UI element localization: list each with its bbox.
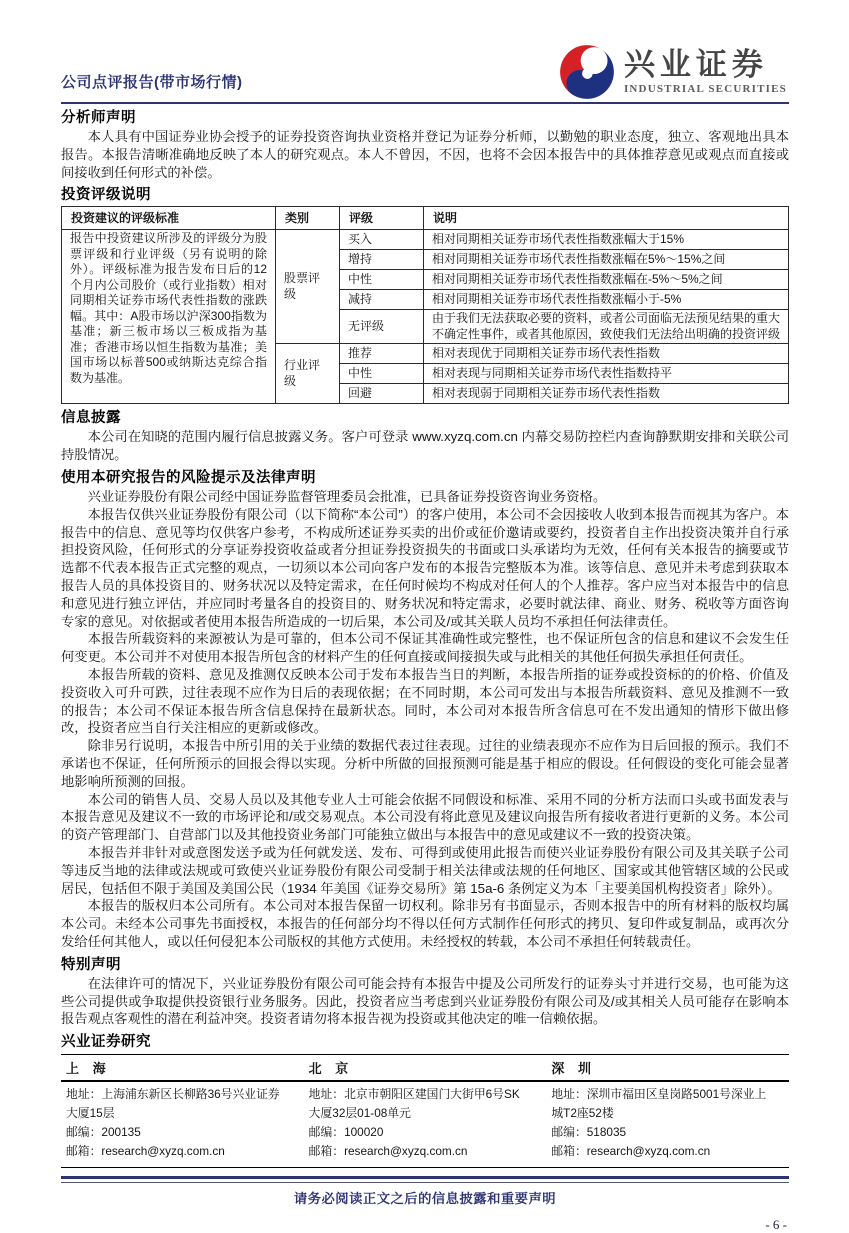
logo-wordmark	[624, 49, 787, 95]
legal-paragraph: 本报告所载的资料、意见及推测仅反映本公司于发布本报告当日的判断，本报告所指的证券或投资标的的价格、价值及投资收入可升可跌，过往表现不应作为日后的表现依据；在不同时期，本公司可发出与本报告所载资料、意见及推测不一致的报告；本公司不保证本报告所含信息保持在最新状态。同时，本公司对本报告所含信息可在不发出通知的情形下做出修改，投资者应当自行关注相应的更新或修改。	[61, 666, 789, 736]
special-statement-body: 在法律许可的情况下，兴业证券股份有限公司可能会持有本报告中提及公司所发行的证券头寸并进行交易，也可能为这些公司提供或争取提供投资银行业务服务。因此，投资者应当考虑到兴业证券股份有限公司及/或其相关人员可能存在影响本报告观点客观性的潜在利益冲突。投资者请勿将本报告视为投资或其他决定的唯一信赖依据。	[61, 975, 789, 1027]
rating-label: 买入	[340, 230, 424, 250]
rating-label: 无评级	[340, 310, 424, 344]
page-number: - 6 -	[765, 1217, 787, 1233]
rating-desc: 相对同期相关证券市场代表性指数涨幅在-5%～5%之间	[424, 270, 789, 290]
legal-paragraph: 兴业证券股份有限公司经中国证券监督管理委员会批准，已具备证券投资咨询业务资格。	[87, 488, 607, 504]
office-email: 邮箱：research@xyzq.com.cn	[308, 1144, 468, 1159]
rating-desc: 相对表现弱于同期相关证券市场代表性指数	[424, 384, 789, 404]
rating-criteria-cell: 报告中投资建议所涉及的评级分为股票评级和行业评级（另有说明的除外）。评级标准为报告发布日后的12个月内公司股价（或行业指数）相对同期相关证券市场代表性指数的涨跌幅。其中：A股市场以沪深300指数为基准；新三板市场以三板成指为基准；香港市场以恒生指数为基准；美国市场以标普500或纳斯达克综合指数为基准。	[62, 230, 276, 404]
rating-table-header-row	[62, 207, 789, 230]
footer-notice: 请务必阅读正文之后的信息披露和重要声明	[293, 1191, 557, 1207]
analyst-statement-title: 分析师声明	[61, 110, 136, 126]
office-email: 邮箱：research@xyzq.com.cn	[66, 1144, 225, 1159]
office-city-shenzhen: 深 圳	[551, 1061, 596, 1077]
rating-desc: 相对同期相关证券市场代表性指数涨幅小于-5%	[424, 290, 789, 310]
rating-desc: 由于我们无法获取必要的资料，或者公司面临无法预见结果的重大不确定性事件，或者其他原因，致使我们无法给出明确的投资评级	[424, 310, 789, 344]
table-row	[62, 230, 789, 250]
office-shenzhen	[546, 1085, 789, 1161]
company-logo	[559, 44, 789, 100]
office-address: 地址：上海浦东新区长柳路36号兴业证券大厦15层	[66, 1087, 280, 1121]
office-city-shanghai: 上 海	[66, 1061, 111, 1077]
office-shanghai	[61, 1085, 304, 1161]
rating-label: 回避	[340, 384, 424, 404]
rating-label: 中性	[340, 364, 424, 384]
rating-desc: 相对表现优于同期相关证券市场代表性指数	[424, 344, 789, 364]
rating-label: 减持	[340, 290, 424, 310]
special-statement-title: 特别声明	[61, 956, 121, 973]
logo-english-name: INDUSTRIAL SECURITIES	[623, 83, 787, 95]
rating-desc: 相对同期相关证券市场代表性指数涨幅在5%～15%之间	[424, 250, 789, 270]
office-email: 邮箱：research@xyzq.com.cn	[551, 1144, 711, 1159]
office-city-beijing: 北 京	[308, 1061, 354, 1077]
analyst-statement-body: 本人具有中国证券业协会授予的证券投资咨询执业资格并登记为证券分析师，以勤勉的职业态度，独立、客观地出具本报告。本报告清晰准确地反映了本人的研究观点。本人不曾因，不因，也将不会因本报告中的具体推荐意见或观点而直接或间接收到任何形式的补偿。	[61, 129, 789, 180]
office-address: 地址：北京市朝阳区建国门大街甲6号SK大厦32层01-08单元	[308, 1087, 520, 1121]
office-zip: 邮编：200135	[66, 1125, 141, 1140]
legal-paragraph: 本公司的销售人员、交易人员以及其他专业人士可能会依据不同假设和标准、采用不同的分析方法而口头或书面发表与本报告意见及建议不一致的市场评论和/或交易观点。本公司没有将此意见及建议向报告所有接收者进行更新的义务。本公司的资产管理部门、自营部门以及其他投资业务部门可能独立做出与本报告中的意见或建议不一致的投资决策。	[61, 791, 789, 843]
report-type-label: 公司点评报告(带市场行情)	[61, 74, 243, 91]
office-zip: 邮编：518035	[551, 1125, 627, 1140]
category-stock: 股票评级	[276, 230, 340, 344]
rating-label: 增持	[340, 250, 424, 270]
category-industry: 行业评级	[276, 344, 340, 404]
rating-desc: 相对同期相关证券市场代表性指数涨幅大于15%	[424, 230, 789, 250]
legal-title: 使用本研究报告的风险提示及法律声明	[61, 469, 316, 486]
col-header-rating: 评级	[340, 207, 424, 230]
legal-paragraph: 本报告的版权归本公司所有。本公司对本报告保留一切权利。除非另有书面显示，否则本报告中的所有材料的版权均属本公司。未经本公司事先书面授权，本报告的任何部分均不得以任何方式制作任何形式的拷贝、复印件或复制品，或再次分发给任何其他人，或以任何侵犯本公司版权的其他方式使用。未经授权的转载，本公司不承担任何转载责任。	[61, 898, 789, 949]
rating-label: 推荐	[340, 344, 424, 364]
disclosure-title: 信息披露	[61, 410, 121, 427]
col-header-desc: 说明	[424, 207, 789, 230]
col-header-category: 类别	[276, 207, 340, 230]
header-divider	[61, 102, 789, 104]
legal-paragraph: 本报告所载资料的来源被认为是可靠的，但本公司不保证其准确性或完整性，也不保证所包含的信息和建议不会发生任何变更。本公司并不对使用本报告所包含的材料产生的任何直接或间接损失或与此相关的其他任何损失承担任何责任。	[61, 631, 789, 665]
office-details-row	[61, 1082, 789, 1168]
office-beijing	[304, 1085, 547, 1161]
office-zip: 邮编：100020	[308, 1125, 384, 1140]
legal-paragraph: 除非另行说明，本报告中所引用的关于业绩的数据代表过往表现。过往的业绩表现亦不应作为日后回报的预示。我们不承诺也不保证，任何所预示的回报会得以实现。分析中所做的回报预测可能是基于相应的假设。任何假设的变化可能会显著地影响所预测的回报。	[61, 738, 789, 789]
col-header-criteria: 投资建议的评级标准	[62, 207, 276, 230]
xyzq-swirl-logo-icon	[559, 44, 615, 100]
rating-explanation-title: 投资评级说明	[61, 187, 151, 204]
logo-chinese-name: 兴业证券	[623, 47, 768, 82]
disclosure-body: 本公司在知晓的范围内履行信息披露义务。客户可登录 www.xyzq.com.cn 内幕交易防控栏内查询静默期安排和关联公司持股情况。	[61, 429, 789, 463]
page-header	[61, 38, 789, 100]
office-address: 地址：深圳市福田区皇岗路5001号深业上城T2座52楼	[551, 1087, 767, 1121]
office-city-row	[61, 1055, 789, 1082]
research-title: 兴业证券研究	[61, 1033, 789, 1055]
legal-paragraph: 本报告仅供兴业证券股份有限公司（以下简称“本公司”）的客户使用，本公司不会因接收人收到本报告而视其为客户。本报告中的信息、意见等均仅供客户参考，不构成所述证券买卖的出价或征价邀请或要约，投资者自主作出投资决策并自行承担投资风险，任何形式的分享证券投资收益或者分担证券投资损失的书面或口头承诺均为无效，任何有关本报告的摘要或节选都不代表本报告正式完整的观点，一切须以本公司向客户发布的本报告完整版本为准。该等信息、意见并未考虑到获取本报告人员的具体投资目的、财务状况以及特定需求，在任何时候均不构成对任何人的个人推荐。客户应当对本报告中的信息和意见进行独立评估，并应同时考量各自的投资目的、财务状况和特定需求，必要时就法律、商业、财务、税收等方面咨询专家的意见。对依据或者使用本报告所造成的一切后果，本公司及/或其关联人员均不承担任何法律责任。	[61, 506, 789, 629]
footer-divider	[61, 1176, 789, 1183]
rating-label: 中性	[340, 270, 424, 290]
legal-paragraph: 本报告并非针对或意图发送予或为任何就发送、发布、可得到或使用此报告而使兴业证券股份有限公司及其关联子公司等违反当地的法律或法规或可致使兴业证券股份有限公司受制于相关法律或法规的任何地区、国家或其他管辖区域的公民或居民，包括但不限于美国及美国公民（1934 年美国《证券交易所》第 15a-6 条例定义为本「主要美国机构投资者」除外）。	[61, 844, 789, 896]
rating-desc: 相对表现与同期相关证券市场代表性指数持平	[424, 364, 789, 384]
rating-table	[61, 206, 789, 404]
